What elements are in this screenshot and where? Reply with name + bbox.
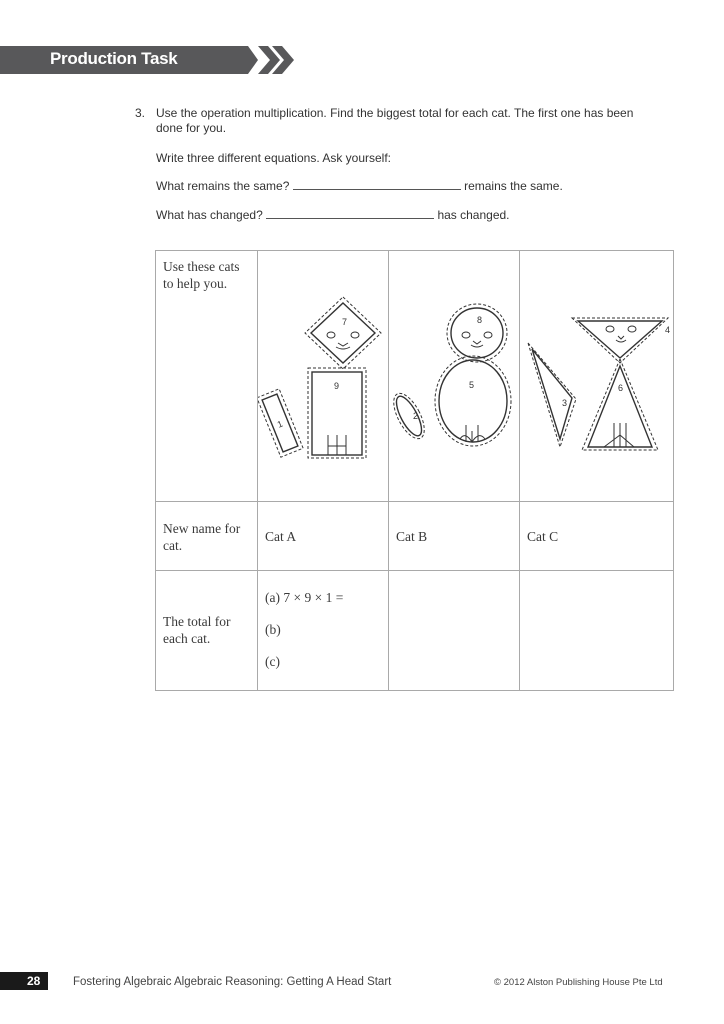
row-label-totals (156, 571, 258, 691)
changed-suffix: has changed. (437, 208, 510, 222)
changed-prompt: What has changed? (156, 208, 263, 222)
svg-text:4: 4 (665, 325, 671, 335)
cat-c-name-cell (520, 502, 674, 571)
cat-b-figure-cell (389, 251, 520, 502)
cat-b-name: Cat B (396, 529, 428, 544)
svg-text:9: 9 (334, 381, 340, 391)
section-title: Production Task (50, 49, 178, 68)
chevrons-icon (256, 45, 300, 75)
cat-a-name-cell (258, 502, 389, 571)
cat-a-figure-cell (258, 251, 389, 502)
svg-text:8: 8 (477, 315, 483, 325)
row-label-names (156, 502, 258, 571)
cat-a-shapes-icon (258, 251, 388, 502)
table-row-names (156, 502, 674, 571)
same-row (156, 179, 563, 193)
cat-b-totals-cell[interactable] (389, 571, 520, 691)
equation-b: (b) (265, 622, 281, 637)
changed-row (156, 208, 510, 222)
svg-text:3: 3 (562, 398, 568, 408)
cat-b-name-cell (389, 502, 520, 571)
changed-answer-blank[interactable] (266, 208, 434, 219)
copyright: © 2012 Alston Publishing House Pte Ltd (494, 977, 663, 988)
cat-a-name: Cat A (265, 529, 297, 544)
svg-text:7: 7 (342, 317, 348, 327)
cat-c-shapes-icon (520, 251, 673, 502)
question-line-1: Use the operation multiplication. Find the biggest total for each cat. The first one has been (156, 106, 634, 120)
equation-a: (a) 7 × 9 × 1 = (265, 590, 344, 605)
question-line-2: done for you. (156, 121, 227, 135)
table-row-shapes (156, 251, 674, 502)
svg-text:6: 6 (618, 383, 624, 393)
row-label-text: Use these cats to help you. (163, 259, 240, 291)
svg-text:2: 2 (413, 411, 419, 421)
table-row-totals (156, 571, 674, 691)
cat-a-totals-cell[interactable] (258, 571, 389, 691)
page-number: 28 (27, 974, 41, 988)
instruction-text: Write three different equations. Ask yourself: (156, 151, 392, 165)
svg-text:5: 5 (469, 380, 475, 390)
cat-c-name: Cat C (527, 529, 559, 544)
page-number-box (0, 972, 48, 990)
cat-c-totals-cell[interactable] (520, 571, 674, 691)
equation-c: (c) (265, 654, 280, 669)
same-answer-blank[interactable] (293, 179, 461, 190)
row-label-text: New name for cat. (163, 521, 241, 553)
cats-table (155, 250, 674, 691)
row-label-text: The total for each cat. (163, 614, 231, 646)
row-label-shapes (156, 251, 258, 502)
cat-b-shapes-icon (389, 251, 519, 502)
same-suffix: remains the same. (464, 179, 563, 193)
cat-c-figure-cell (520, 251, 674, 502)
svg-text:1: 1 (275, 418, 285, 430)
same-prompt: What remains the same? (156, 179, 290, 193)
question-number: 3. (135, 106, 146, 120)
book-title: Fostering Algebraic Algebraic Reasoning: Getting A Head Start (73, 976, 392, 988)
